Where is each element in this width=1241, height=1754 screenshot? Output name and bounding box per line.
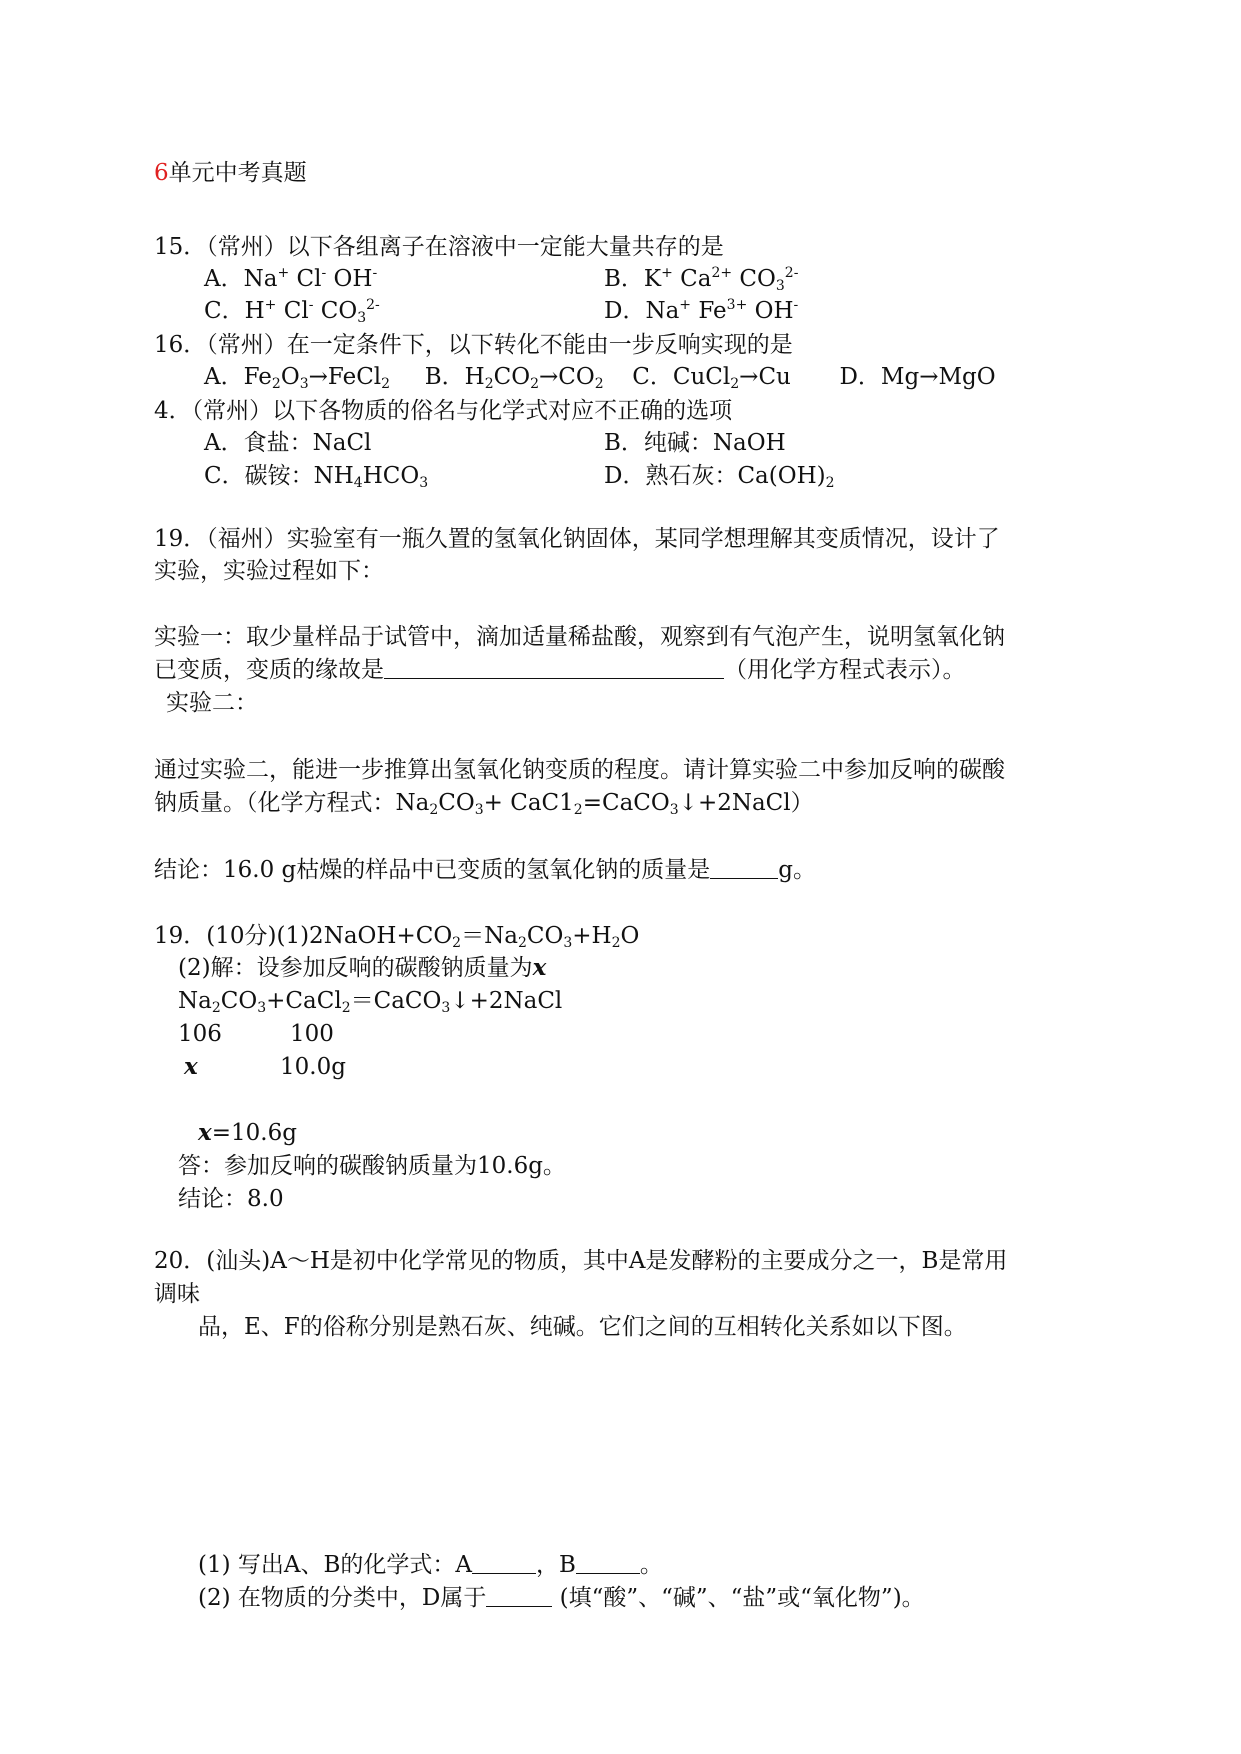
q19-calc-line1: 通过实验二，能进一步推算出氢氧化钠变质的程度。请计算实验二中参加反响的碳酸 bbox=[154, 757, 1005, 783]
ans19-x-var: x bbox=[184, 1053, 198, 1080]
q4-option-d: D．熟石灰：$Ca(OH)_2$ bbox=[604, 463, 835, 491]
q19-exp1-line1: 实验一：取少量样品于试管中，滴加适量稀盐酸，观察到有气泡产生，说明氢氧化钠 bbox=[154, 624, 1005, 650]
q20-line2: 调味 bbox=[154, 1281, 200, 1307]
q16-stem: 16．（常州）在一定条件下，以下转化不能由一步反响实现的是 bbox=[154, 332, 793, 358]
q16-option-c: C．CuCl$_2$→Cu bbox=[632, 364, 791, 392]
title-text: 单元中考真题 bbox=[168, 160, 307, 186]
answer-blank-d bbox=[486, 1584, 552, 1607]
title-number: 6 bbox=[154, 160, 169, 186]
ans19-mass-106: 106 bbox=[178, 1021, 222, 1047]
ans19-mass-100: 100 bbox=[290, 1021, 334, 1047]
q20-line1: 20．(汕头)A～H是初中化学常见的物质，其中A是发酵粉的主要成分之一，B是常用 bbox=[154, 1248, 1008, 1274]
q4-option-b: B．纯碱：NaOH bbox=[604, 430, 786, 456]
q20-line3: 品，E、F的俗称分别是熟石灰、纯碱。它们之间的互相转化关系如以下图。 bbox=[198, 1314, 967, 1340]
q16-options bbox=[204, 362, 996, 392]
q20-sub2: (2) 在物质的分类中，D属于 (填“酸”、“碱”、“盐”或“氧化物”)。 bbox=[198, 1585, 925, 1611]
q4-option-a: A．食盐：NaCl bbox=[204, 430, 372, 456]
ans19-line1: 19．(10分)$(1)2NaOH+CO_2=Na_2CO_3+H_2O$ bbox=[154, 923, 640, 951]
q15-option-c: C．H+ Cl- $CO_3^{2-}$ bbox=[204, 297, 380, 326]
q19-stem-line2: 实验，实验过程如下： bbox=[154, 558, 384, 584]
q16-option-d: D．Mg→MgO bbox=[839, 364, 996, 390]
ans19-mass-10g: 10.0g bbox=[280, 1054, 346, 1080]
ans19-line2: (2)解：设参加反响的碳酸钠质量为x bbox=[178, 954, 547, 981]
answer-blank bbox=[710, 856, 778, 879]
ans19-result: x=10.6g bbox=[198, 1119, 297, 1146]
q4-option-c: C．碳铵：$NH_4HCO_3$ bbox=[204, 463, 429, 491]
q15-option-b: B．K+ $Ca^{2+}$ $CO_3^{2-}$ bbox=[604, 265, 799, 294]
q15-option-d: D．Na+ $Fe^{3+}$ OH- bbox=[604, 297, 799, 324]
answer-blank-b bbox=[576, 1551, 640, 1574]
q19-stem-line1: 19．（福州）实验室有一瓶久置的氢氧化钠固体，某同学想理解其变质情况，设计了 bbox=[154, 526, 1000, 552]
q19-exp2-label: 实验二： bbox=[166, 690, 258, 716]
ans19-answer: 答：参加反响的碳酸钠质量为10.6g。 bbox=[178, 1153, 566, 1179]
q16-option-b: B．$H_2CO_2\to CO_2$ bbox=[424, 364, 604, 392]
q15-stem: 15．（常州）以下各组离子在溶液中一定能大量共存的是 bbox=[154, 234, 724, 260]
ans19-conclusion: 结论：8.0 bbox=[178, 1186, 284, 1212]
q19-calc-line2: 钠质量。（化学方程式：$Na_2CO_3+$ $CaC1_2=CaCO_3↓+2NaCl$） bbox=[154, 790, 814, 818]
q4-stem: 4．（常州）以下各物质的俗名与化学式对应不正确的选项 bbox=[154, 398, 733, 424]
ans19-equation: $Na_2CO_3+CaCl_2=CaCO_3↓+2NaCl$ bbox=[178, 988, 563, 1016]
q15-option-a: A．Na+ Cl- OH- bbox=[204, 265, 378, 292]
page-title bbox=[154, 158, 307, 188]
answer-blank-a bbox=[472, 1551, 536, 1574]
q16-option-a: A．$Fe_2O_3\to FeCl_2$ bbox=[204, 364, 391, 392]
q20-sub1: (1) 写出A、B的化学式：A ，B 。 bbox=[198, 1552, 663, 1578]
q19-conclusion: 结论：16.0 g枯燥的样品中已变质的氢氧化钠的质量是 g。 bbox=[154, 857, 816, 883]
answer-blank bbox=[384, 656, 724, 679]
q19-exp1-line2: 已变质，变质的缘故是 （用化学方程式表示）。 bbox=[154, 657, 966, 683]
